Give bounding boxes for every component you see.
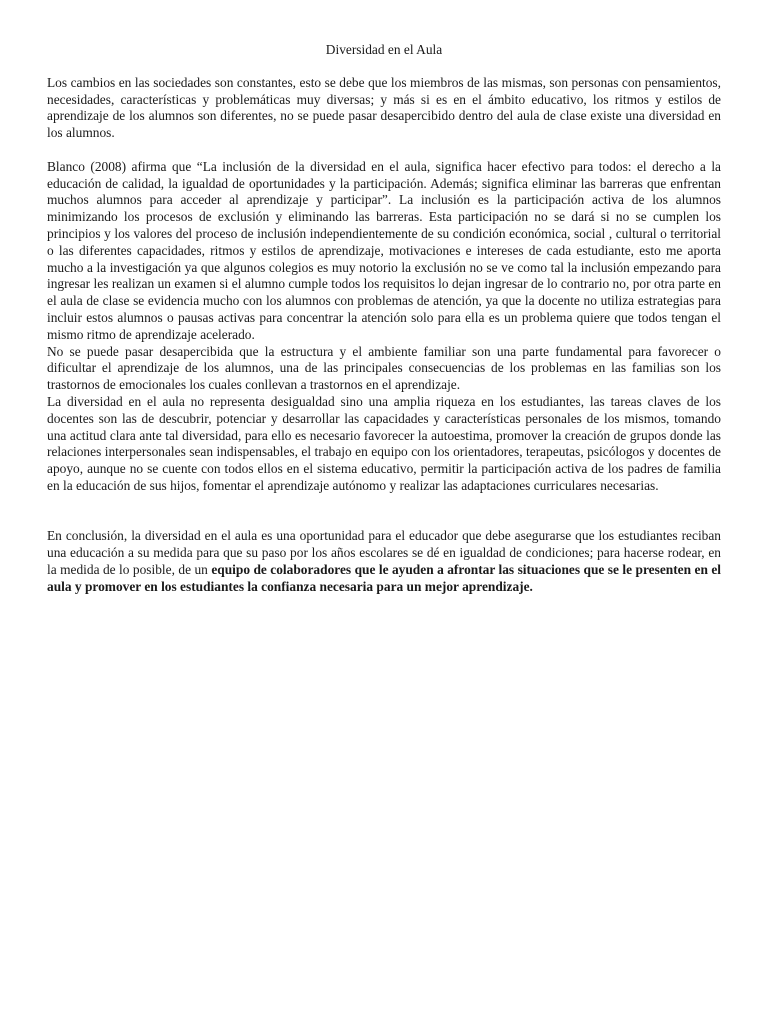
paragraph-intro: Los cambios en las sociedades son constantes, esto se debe que los miembros de las mismas, son personas con pensamientos, necesidades, características y problemáticas muy diversas; y más si es en el ámbito educativo, los ritmos y estilos de aprendizaje de los alumnos son diferentes, no se puede pasar desapercibido dentro del aula de clase existe una diversidad en los alumnos. xyxy=(47,74,721,141)
conclusion-text: En conclusión, la diversidad en el aula es una oportunidad para el educador que debe asegurarse que los estudiantes reciban una educación a su medida para que su paso por los años escolares se dé en igualdad de condiciones; para hacerse rodear, en la medida de lo posible, de un xyxy=(47,528,721,577)
conclusion-bold-text: equipo de colaboradores que le ayuden a afrontar las situaciones que se le presenten en el aula y promover en los estudiantes la confianza necesaria para un mejor aprendizaje. xyxy=(47,561,722,594)
paragraph-blanco: Blanco (2008) afirma que “La inclusión de la diversidad en el aula, significa hacer efectivo para todos: el derecho a la educación de calidad, la igualdad de oportunidades y la participación. Además; significa eliminar las barreras que enfrentan muchos alumnos para acceder al aprendizaje y participar”. La inclusión es la participación activa de los alumnos minimizando los procesos de exclusión y eliminando las barreras. Esta participación no se dará si no se cumplen los principios y los valores del proceso de inclusión independientemente de su condición económica, social , cultural o territorial o las diferentes capacidades, ritmos y estilos de aprendizaje, motivaciones e intereses de cada estudiante, esto me aporta mucho a la investigación ya que algunos colegios es muy notorio la exclusión no se ve como tal la inclusión empezando para ingresar les realizan un examen si el alumno cumple todos los requisitos lo dejan ingresar de lo contrario no, por otra parte en el aula de clase se evidencia mucho con los alumnos con problemas de atención, ya que la docente no utiliza estrategias para incluir estos alumnos o pausas activas para concentrar la atención solo para ella es un problema quiere que todos tengan el mismo ritmo de aprendizaje acelerado. xyxy=(47,158,721,342)
paragraph-family: No se puede pasar desapercibida que la estructura y el ambiente familiar son una parte fundamental para favorecer o dificultar el aprendizaje de los alumnos, una de las principales consecuencias de los problemas en las familias son los trastornos de emocionales los cuales conllevan a trastornos en el aprendizaje. xyxy=(47,343,721,393)
paragraph-conclusion xyxy=(47,528,721,595)
paragraph-diversity: La diversidad en el aula no representa desigualdad sino una amplia riqueza en los estudiantes, las tareas claves de los docentes son las de descubrir, potenciar y desarrollar las capacidades y características personales de los mismos, tomando una actitud clara ante tal diversidad, para ello es necesario favorecer la autoestima, promover la creación de grupos donde las relaciones interpersonales sean indispensables, el trabajo en equipo con los orientadores, terapeutas, psicólogos y docentes de apoyo, aunque no se cuente con todos ellos en el sistema educativo, permitir la participación activa de los padres de familia en la educación de sus hijos, fomentar el aprendizaje autónomo y realizar las adaptaciones curriculares necesarias. xyxy=(47,393,721,493)
document-page xyxy=(47,42,721,596)
document-title: Diversidad en el Aula xyxy=(325,42,443,57)
paragraph-gap xyxy=(47,495,721,529)
paragraph-gap xyxy=(47,142,721,159)
